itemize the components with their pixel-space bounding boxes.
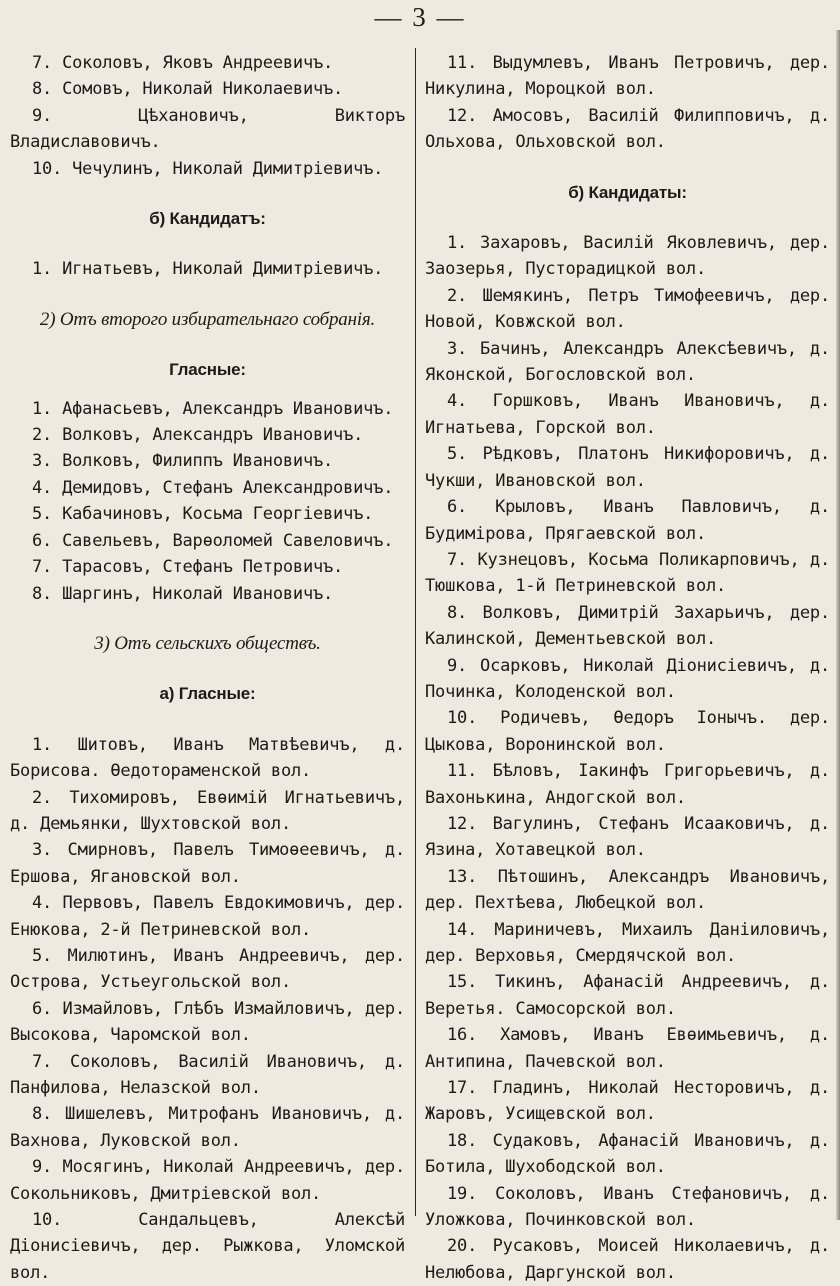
list-item: 18. Судаковъ, Афанасій Ивановичъ, д. Ботила, Шухободской вол. — [425, 1130, 830, 1178]
list-item: 1. Афанасьевъ, Александръ Ивановичъ. — [32, 398, 394, 419]
list-item: 20. Русаковъ, Моисей Николаевичъ, д. Нелюбова, Даргунской вол. — [425, 1236, 830, 1283]
list-item: 5. Рѣдковъ, Платонъ Никифоровичъ, д. Чукши, Ивановской вол. — [425, 444, 830, 491]
page-edge-shadow — [836, 30, 840, 1220]
list-item: 5. Милютинъ, Иванъ Андреевичъ, дер. Острова, Устьеугольской вол. — [10, 945, 405, 993]
glasnye-heading: Гласные: — [169, 360, 246, 380]
candidates-list — [425, 230, 830, 1286]
list-item: 8. Волковъ, Димитрій Захарьичъ, дер. Калинской, Дементьевской вол. — [425, 602, 830, 650]
entries-top-list — [10, 50, 405, 182]
list-item: 8. Сомовъ, Николай Николаевичъ. — [32, 79, 344, 100]
list-item: 4. Демидовъ, Стефанъ Александровичъ. — [32, 477, 394, 498]
list-item: 12. Вагулинъ, Стефанъ Исааковичъ, д. Язина, Хотавецкой вол. — [425, 813, 830, 861]
list-item: 7. Кузнецовъ, Косьма Поликарповичъ, д. Тюшкова, 1-й Петриневской вол. — [425, 549, 830, 597]
list-item: 6. Савельевъ, Варѳоломей Савеловичъ. — [32, 530, 394, 551]
candidate-heading: б) Кандидатъ: — [149, 209, 266, 229]
list-item: 3. Волковъ, Филиппъ Ивановичъ. — [32, 451, 334, 472]
list-item: 7. Соколовъ, Василій Ивановичъ, д. Панфилова, Нелазской вол. — [10, 1051, 405, 1098]
list-item: 12. Амосовъ, Василій Филипповичъ, д. Ольхова, Ольховской вол. — [425, 105, 830, 153]
list-item: 15. Тикинъ, Афанасій Андреевичъ, д. Веретья. Самосорской вол. — [425, 972, 830, 1019]
list-item: 10. Чечулинъ, Николай Димитріевичъ. — [32, 158, 384, 179]
candidates-heading: б) Кандидаты: — [568, 182, 687, 202]
list-item: 8. Шишелевъ, Митрофанъ Ивановичъ, д. Вахнова, Луковской вол. — [10, 1104, 405, 1151]
list-item: 17. Гладинъ, Николай Несторовичъ, д. Жаровъ, Усищевской вол. — [425, 1078, 830, 1125]
column-divider — [415, 48, 416, 1216]
list-item: 16. Хамовъ, Иванъ Евѳимьевичъ, д. Антипина, Пачевской вол. — [425, 1025, 830, 1072]
page-number: — 3 — — [374, 2, 466, 32]
list-item: 2. Тихомировъ, Евѳимій Игнатьевичъ, д. Демьянки, Шухтовской вол. — [10, 787, 405, 834]
list-item: 11. Бѣловъ, Іакинфъ Григорьевичъ, д. Вахонькина, Андогской вол. — [425, 761, 830, 808]
list-item: 7. Соколовъ, Яковъ Андреевичъ. — [32, 53, 334, 73]
list-item: 14. Мариничевъ, Михаилъ Даніиловичъ, дер. Верховья, Смердячской вол. — [425, 919, 830, 966]
list-item: 9. Осарковъ, Николай Діонисіевичъ, д. Починка, Колоденской вол. — [425, 655, 830, 702]
list-item: 10. Сандальцевъ, Алексѣй Діонисіевичъ, дер. Рыжкова, Уломской вол. — [10, 1210, 405, 1283]
entries-top-list — [425, 50, 830, 156]
list-item: 2. Шемякинъ, Петръ Тимофеевичъ, дер. Новой, Ковжской вол. — [425, 285, 830, 333]
list-item: 3. Смирновъ, Павелъ Тимоѳеевичъ, д. Ершова, Ягановской вол. — [10, 840, 405, 887]
section-heading-rural: 3) Отъ сельскихъ обществъ. — [94, 632, 321, 654]
list-item: 6. Крыловъ, Иванъ Павловичъ, д. Будимірова, Прягаевской вол. — [425, 497, 830, 544]
list-item: 6. Измайловъ, Глѣбъ Измайловичъ, дер. Высокова, Чаромской вол. — [10, 998, 405, 1046]
list-item: 7. Тарасовъ, Стефанъ Петровичъ. — [32, 557, 344, 578]
list-item: 4. Горшковъ, Иванъ Ивановичъ, д. Игнатьева, Горской вол. — [425, 391, 830, 438]
list-item: 1. Захаровъ, Василій Яковлевичъ, дер. Заозерья, Пусторадицкой вол. — [425, 233, 830, 280]
list-item: 3. Бачинъ, Александръ Алексѣевичъ, д. Яконской, Богословской вол. — [425, 338, 830, 386]
list-item: 10. Родичевъ, Ѳедоръ Іонычъ. дер. Цыкова, Воронинской вол. — [425, 708, 830, 755]
list-item: 8. Шаргинъ, Николай Ивановичъ. — [32, 583, 334, 604]
list-item: 9. Мосягинъ, Николай Андреевичъ, дер. Сокольниковъ, Дмитріевской вол. — [10, 1157, 405, 1204]
candidate-entry: 1. Игнатьевъ, Николай Димитріевичъ. — [32, 259, 384, 280]
list-item: 4. Первовъ, Павелъ Евдокимовичъ, дер. Енюкова, 2-й Петриневской вол. — [10, 893, 405, 940]
list-item: 2. Волковъ, Александръ Ивановичъ. — [32, 425, 364, 446]
list-item: 9. Цѣхановичъ, Викторъ Владиславовичъ. — [10, 105, 405, 153]
list-item: 11. Выдумлевъ, Иванъ Петровичъ, дер. Никулина, Мороцкой вол. — [425, 53, 830, 100]
list-item: 1. Шитовъ, Иванъ Матвѣевичъ, д. Борисова. Ѳедотораменской вол. — [10, 734, 405, 782]
rural-glasnye-heading: а) Гласные: — [159, 684, 256, 704]
list-item: 19. Соколовъ, Иванъ Стефановичъ, д. Уложкова, Починковской вол. — [425, 1183, 830, 1231]
section-heading-assembly-2: 2) Отъ второго избирательнаго собранія. — [39, 308, 376, 330]
right-column — [425, 50, 830, 1286]
list-item: 13. Пѣтошинъ, Александръ Ивановичъ, дер. Пехтѣева, Любецкой вол. — [425, 866, 830, 914]
left-column — [10, 50, 405, 1286]
glasnye-list — [10, 396, 405, 607]
list-item: 5. Кабачиновъ, Косьма Георгіевичъ. — [32, 504, 374, 525]
rural-glasnye-list — [10, 732, 405, 1286]
